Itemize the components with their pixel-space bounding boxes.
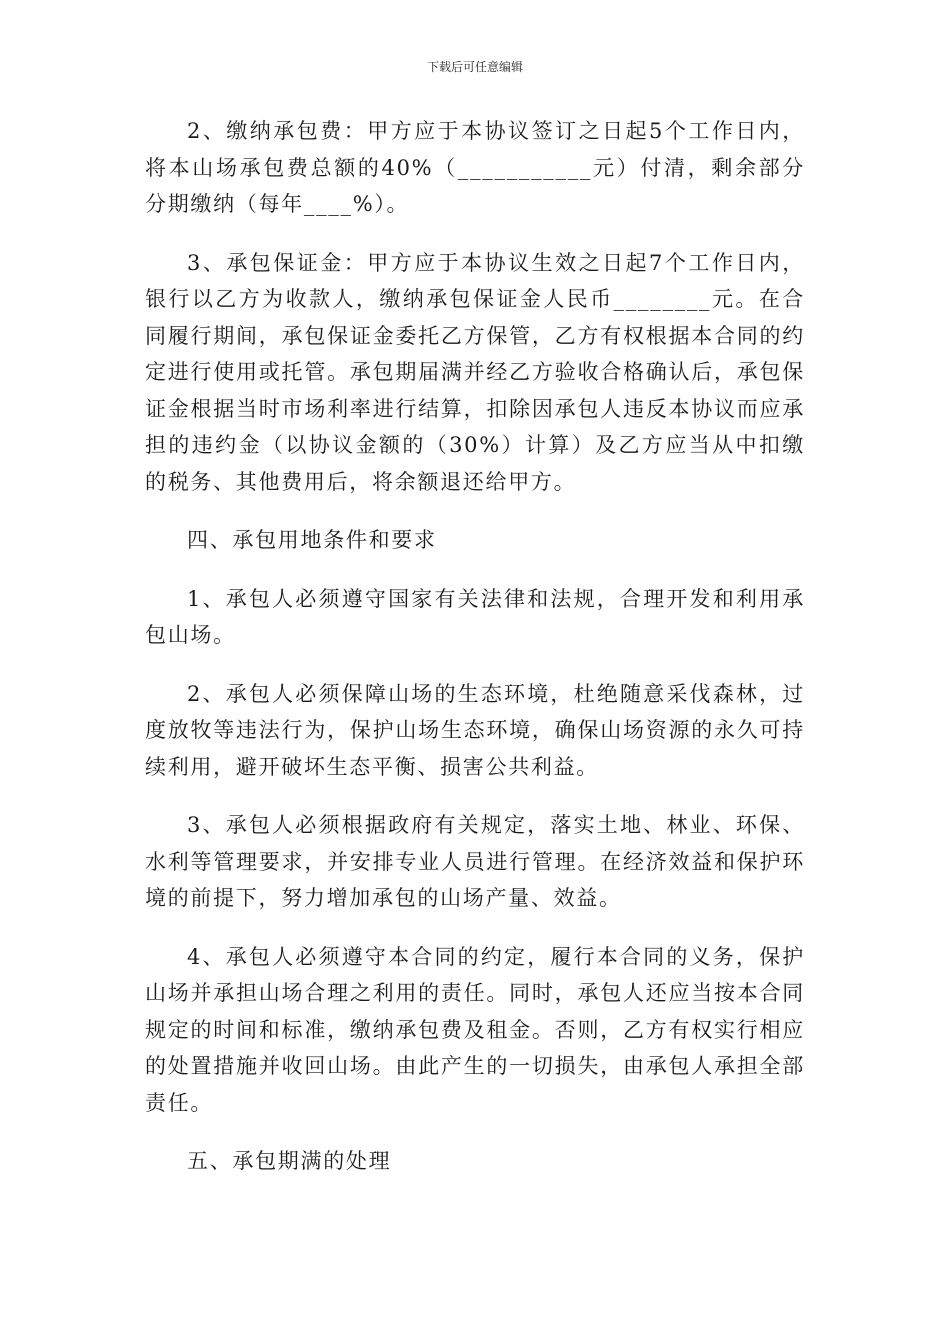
section-heading-land-conditions: 四、承包用地条件和要求 [187, 528, 437, 552]
paragraph-requirement-4: 4、承包人必须遵守本合同的约定，履行本合同的义务，保护山场并承担山场合理之利用的责任。同时，承包人还应当按本合同规定的时间和标准，缴纳承包费及租金。否则，乙方有权实行相应的处置措施并收回山场。由此产生的一切损失，由承包人承担全部责任。 [145, 944, 805, 1115]
section-heading-expiry: 五、承包期满的处理 [187, 1149, 392, 1173]
paragraph-requirement-2: 2、承包人必须保障山场的生态环境，杜绝随意采伐森林，过度放牧等违法行为，保护山场生态环境，确保山场资源的永久可持续利用，避开破坏生态平衡、损害公共利益。 [145, 681, 805, 779]
paragraph-deposit: 3、承包保证金：甲方应于本协议生效之日起7个工作日内，银行以乙方为收款人，缴纳承包保证金人民币________元。在合同履行期间，承包保证金委托乙方保管，乙方有权根据本合同的约定进行使用或托管。承包期届满并经乙方验收合格确认后，承包保证金根据当时市场利率进行结算，扣除因承包人违反本协议而应承担的违约金（以协议金额的（30%）计算）及乙方应当从中扣缴的税务、其他费用后，将余额退还给甲方。 [145, 250, 805, 494]
paragraph-requirement-1: 1、承包人必须遵守国家有关法律和法规，合理开发和利用承包山场。 [145, 586, 805, 647]
page-header-note: 下载后可任意编辑 [426, 60, 523, 74]
paragraph-payment-fee: 2、缴纳承包费：甲方应于本协议签订之日起5个工作日内，将本山场承包费总额的40%（___________元）付清，剩余部分分期缴纳（每年____%）。 [145, 119, 805, 216]
document-body [145, 113, 805, 1202]
paragraph-requirement-3: 3、承包人必须根据政府有关规定，落实土地、林业、环保、水利等管理要求，并安排专业人员进行管理。在经济效益和保护环境的前提下，努力增加承包的山场产量、效益。 [145, 813, 805, 910]
